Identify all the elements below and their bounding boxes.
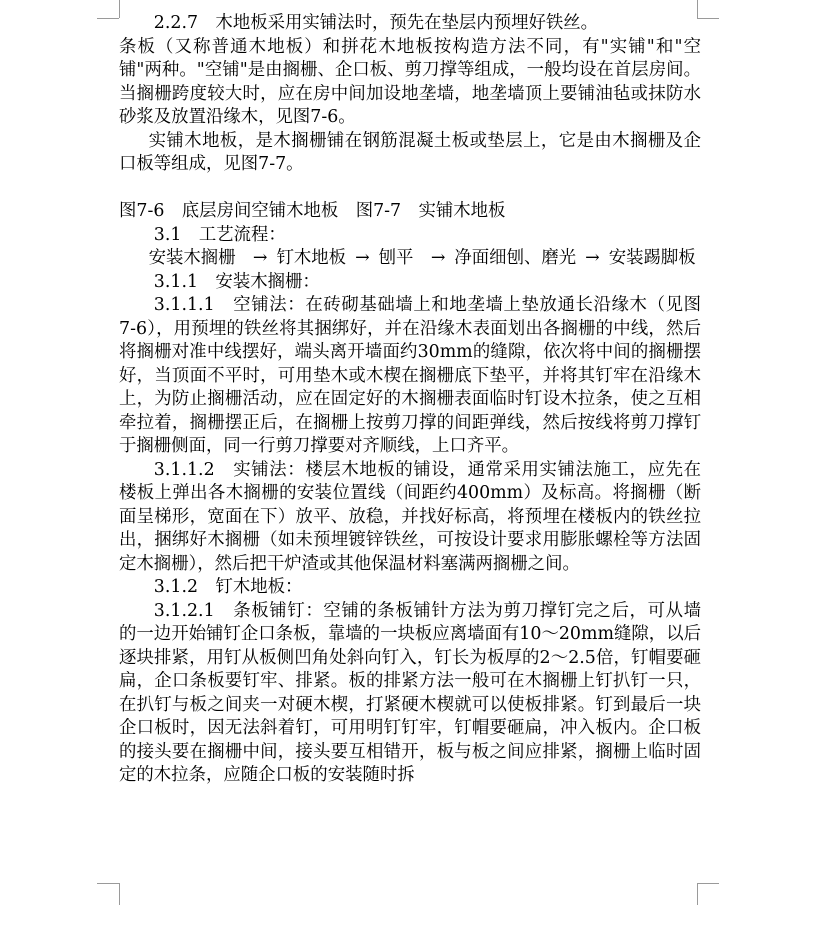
paragraph-3-1-2-1: 3.1.2.1 条板铺钉：空铺的条板铺针方法为剪刀撑钉完之后，可从墙的一边开始铺钉企口条板，靠墙的一块板应离墙面有10～20mm缝隙，以后逐块排紧，用钉从板侧凹角处斜向钉入，钉长为板厚的2～2.5倍，钉帽要砸扁，企口条板要钉牢、排紧。板的排紧方法一般可在木搁栅上钉扒钉一只，在扒钉与板之间夹一对硬木楔，打紧硬木楔就可以使板排紧。钉到最后一块企口板时，因无法斜着钉，可用明钉钉牢，钉帽要砸扁，冲入板内。企口板的接头要在搁栅中间，接头要互相错开，板与板之间应排紧，搁栅上临时固定的木拉条，应随企口板的安装随时拆 xyxy=(119,600,701,785)
paragraph-solid-floor: 实铺木地板，是木搁栅铺在钢筋混凝土板或垫层上，它是由木搁栅及企口板等组成，见图7-7。 xyxy=(119,130,701,174)
crop-mark-bottom-left-h xyxy=(97,883,119,884)
process-flow: 安装木搁栅 → 钉木地板 → 刨平 → 净面细刨、磨光 → 安装踢脚板 xyxy=(148,248,696,268)
paragraph-2-2-7: 2.2.7 木地板采用实铺法时，预先在垫层内预埋好铁丝。 xyxy=(153,13,599,33)
crop-mark-bottom-left-v xyxy=(119,883,120,905)
heading-3-1-1: 3.1.1 安装木搁栅： xyxy=(153,271,320,292)
crop-mark-bottom-right-h xyxy=(697,883,719,884)
heading-3-1: 3.1 工艺流程： xyxy=(153,224,286,245)
paragraph-3-1-1-1: 3.1.1.1 空铺法：在砖砌基础墙上和地垄墙上垫放通长沿缘木（见图7-6），用预埋的铁丝将其捆绑好，并在沿缘木表面划出各搁栅的中线，然后将搁栅对准中线摆好，端头离开墙面约30mm的缝隙，依次将中间的搁栅摆好，当顶面不平时，可用垫木或木楔在搁栅底下垫平，并将其钉牢在沿缘木上，为防止搁栅活动，应在固定好的木搁栅表面临时钉设木拉条，使之互相牵拉着，搁栅摆正后，在搁栅上按剪刀撑的间距弹线，然后按线将剪刀撑钉于搁栅侧面，同一行剪刀撑要对齐顺线，上口齐平。 xyxy=(119,295,701,456)
heading-3-1-2: 3.1.2 钉木地板： xyxy=(153,577,303,597)
paragraph-3-1-1-2: 3.1.1.2 实铺法：楼层木地板的铺设，通常采用实铺法施工，应先在楼板上弹出各木搁栅的安装位置线（间距约400mm）及标高。将搁栅（断面呈梯形，宽面在下）放平、放稳，并找好标高，将预埋在楼板内的铁丝拉出，捆绑好木搁栅（如未预埋镀锌铁丝，可按设计要求用膨胀螺栓等方法固定木搁栅），然后把干炉渣或其他保温材料塞满两搁栅之间。 xyxy=(119,459,701,574)
paragraph-floor-types: 条板（又称普通木地板）和拼花木地板按构造方法不同，有"实铺"和"空铺"两种。"空铺"是由搁栅、企口板、剪刀撑等组成，一般均设在首层房间。当搁栅跨度较大时，应在房中间加设地垄墙，地垄墙顶上要铺油毡或抹防水砂浆及放置沿缘木，见图7-6。 xyxy=(119,36,701,127)
crop-mark-bottom-right-v xyxy=(697,883,698,905)
crop-mark-top-left-h xyxy=(97,18,119,19)
figure-caption: 图7-6 底层房间空铺木地板 图7-7 实铺木地板 xyxy=(119,201,506,221)
document-body xyxy=(119,12,701,788)
blank-line xyxy=(119,177,701,201)
